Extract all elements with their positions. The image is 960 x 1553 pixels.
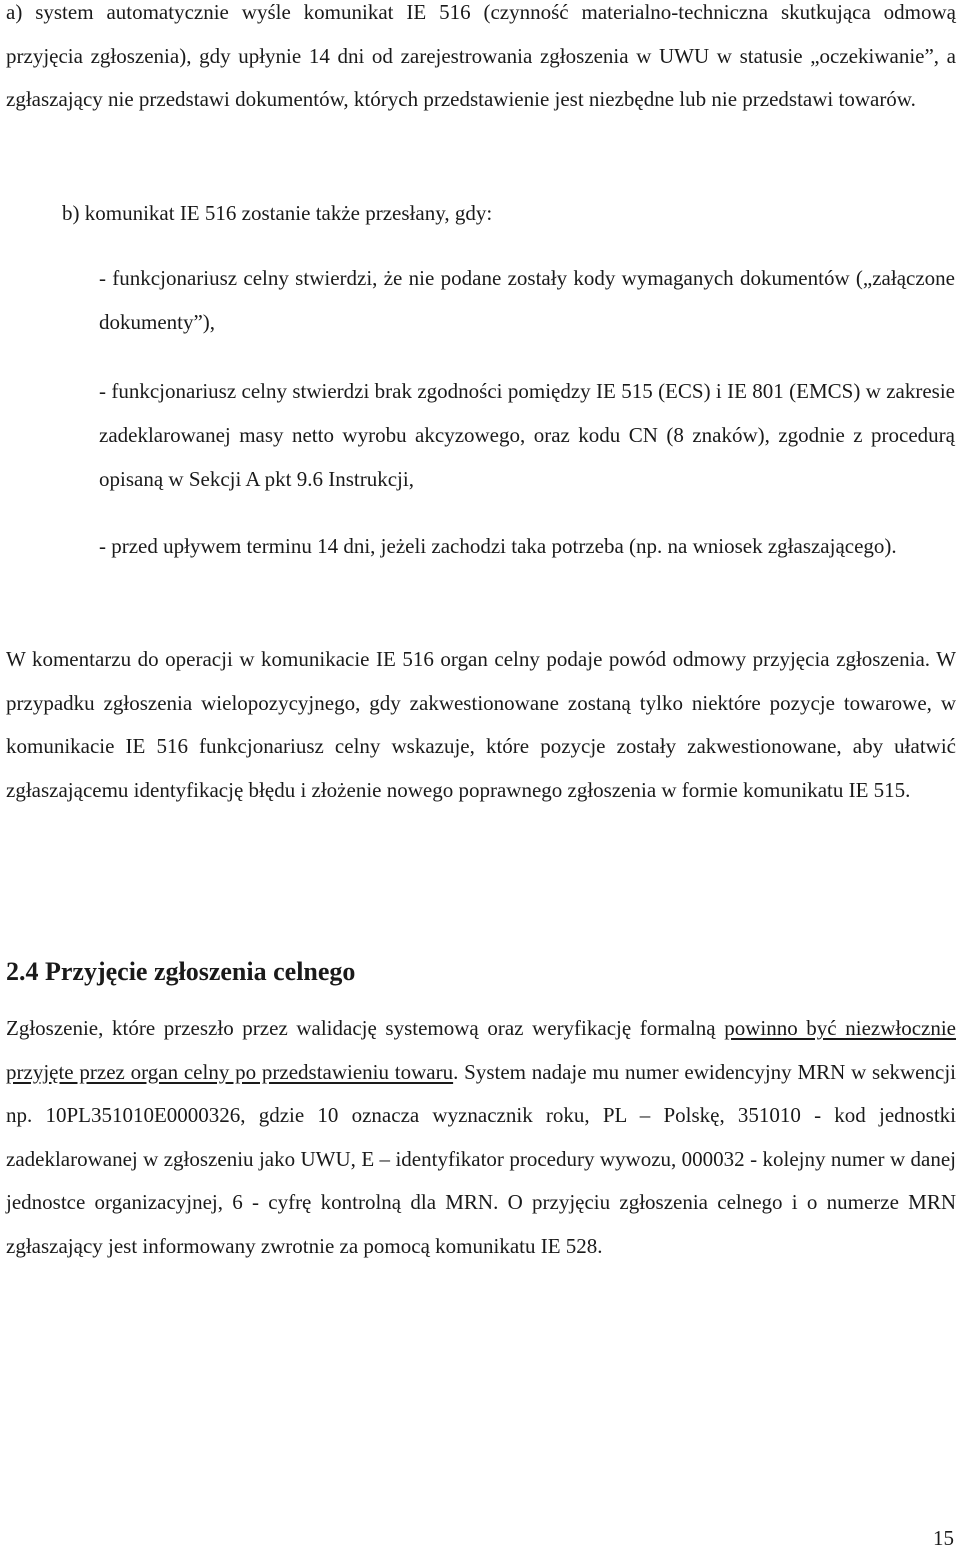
bullet-item-1: - funkcjonariusz celny stwierdzi, że nie podane zostały kody wymaganych dokumentów („załączone dokumenty”), (99, 266, 955, 334)
bullet-item-3: - przed upływem terminu 14 dni, jeżeli zachodzi taka potrzeba (np. na wniosek zgłaszającego). (99, 534, 897, 558)
page-number: 15 (933, 1526, 954, 1550)
section-heading: 2.4 Przyjęcie zgłoszenia celnego (6, 957, 356, 986)
paragraph-acceptance-end: . System nadaje mu numer ewidencyjny MRN w sekwencji np. 10PL351010E0000326, gdzie 10 oznacza wyznacznik roku, PL – Polskę, 351010 - kod jednostki zadeklarowanej w zgłoszeniu jako UWU, E – identyfikator procedury wywozu, 000032 - kolejny numer w danej jednostce organizacyjnej, 6 - cyfrę kontrolną dla MRN. O przyjęciu zgłoszenia celnego i o numerze MRN zgłaszający jest informowany zwrotnie za pomocą komunikatu IE 528. (6, 1059, 956, 1258)
paragraph-acceptance (6, 1007, 956, 1269)
underlined-phrase: powinno być niezwłocznie przyjęte przez organ celny po przedstawieniu towaru (6, 1016, 957, 1084)
paragraph-comment: W komentarzu do operacji w komunikacie IE 516 organ celny podaje powód odmowy przyjęcia zgłoszenia. W przypadku zgłoszenia wielopozycyjnego, gdy zakwestionowane zostaną tylko niektóre pozycje towarowe, w komunikacie IE 516 funkcjonariusz celny wskazuje, które pozycje zostały zakwestionowane, aby ułatwić zgłaszającemu identyfikację błędu i złożenie nowego poprawnego zgłoszenia w formie komunikatu IE 515. (6, 647, 956, 802)
paragraph-acceptance-start: Zgłoszenie, które przeszło przez walidację systemową oraz weryfikację formalną (6, 1016, 725, 1040)
paragraph-a: a) system automatycznie wyśle komunikat IE 516 (czynność materialno-techniczna skutkująca odmową przyjęcia zgłoszenia), gdy upłynie 14 dni od zarejestrowania zgłoszenia w UWU w statusie „oczekiwanie”, a zgłaszający nie przedstawi dokumentów, których przedstawienie jest niezbędne lub nie przedstawi towarów. (6, 0, 956, 111)
bullet-item-2: - funkcjonariusz celny stwierdzi brak zgodności pomiędzy IE 515 (ECS) i IE 801 (EMCS) w zakresie zadeklarowanej masy netto wyrobu akcyzowego, oraz kodu CN (8 znaków), zgodnie z procedurą opisaną w Sekcji A pkt 9.6 Instrukcji, (99, 379, 955, 491)
paragraph-b: b) komunikat IE 516 zostanie także przesłany, gdy: (62, 201, 493, 225)
